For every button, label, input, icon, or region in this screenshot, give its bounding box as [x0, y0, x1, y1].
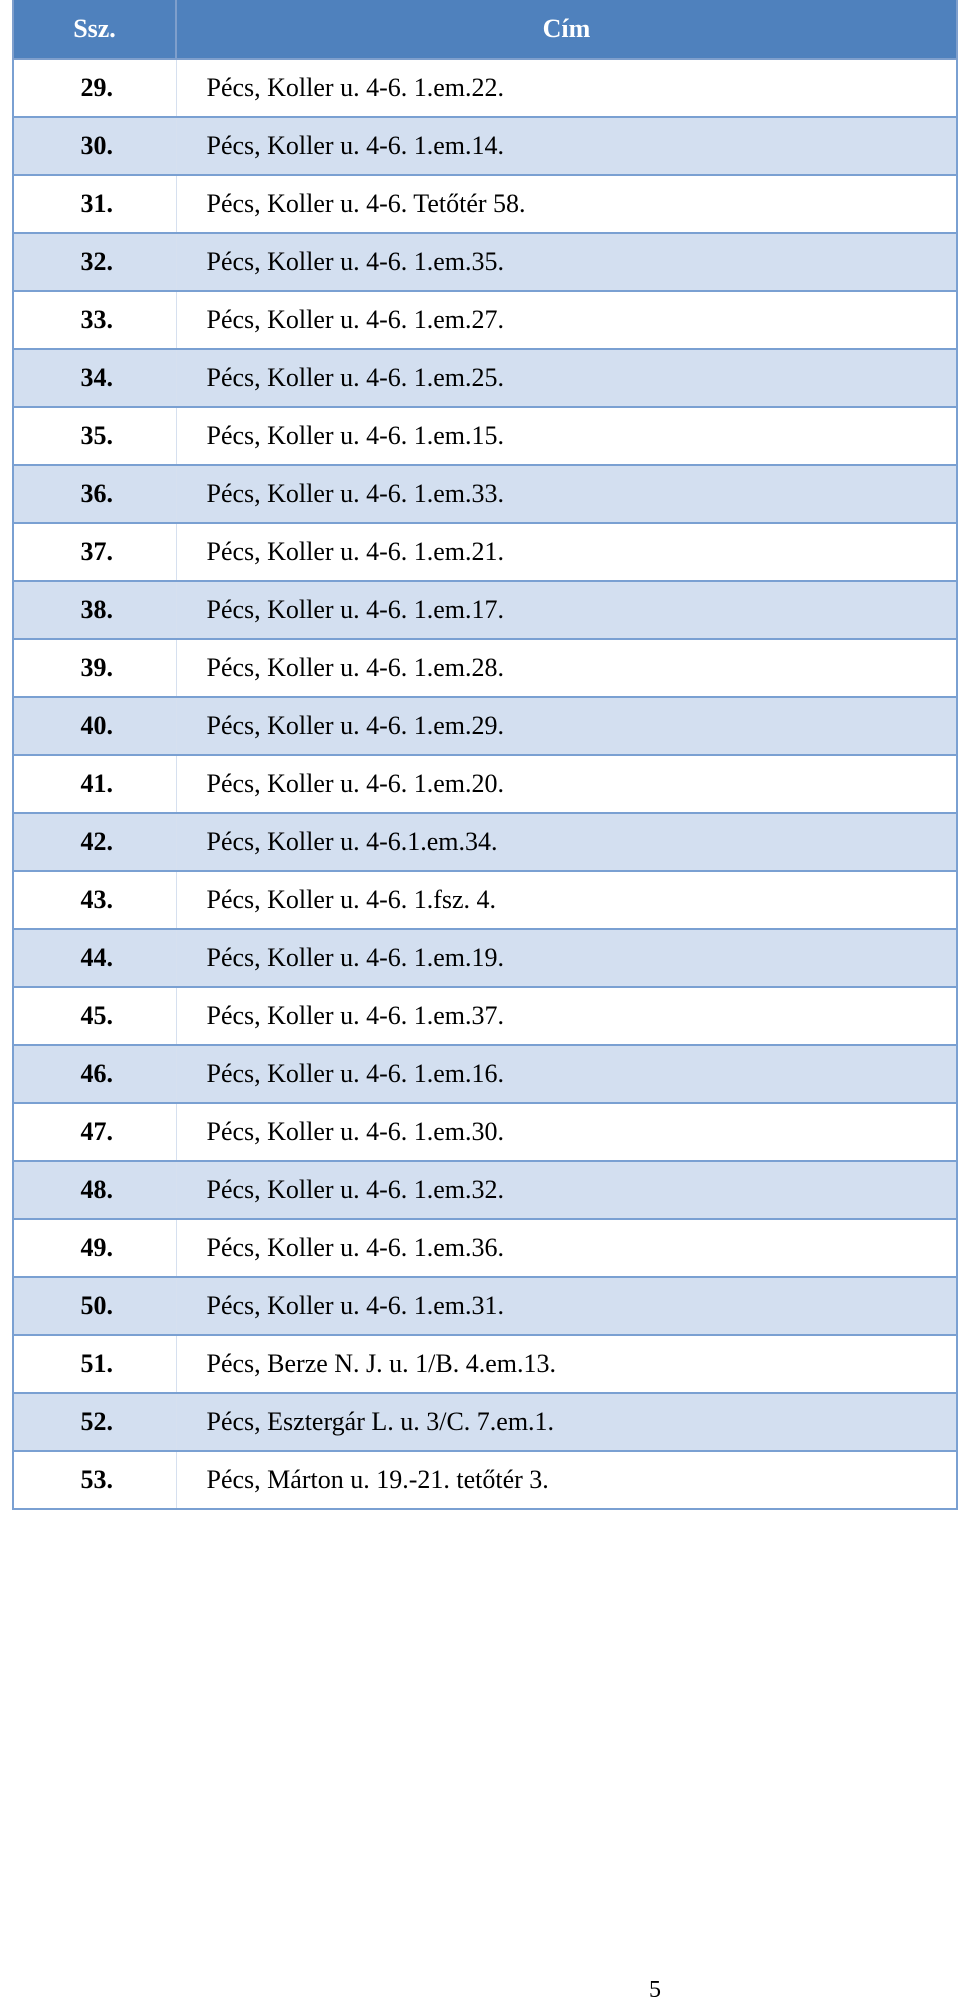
row-number-cell: 43. — [13, 871, 176, 929]
row-number-cell: 36. — [13, 465, 176, 523]
table-row — [13, 465, 957, 523]
table-row — [13, 407, 957, 465]
table-row — [13, 1103, 957, 1161]
row-address-cell: Pécs, Koller u. 4-6. 1.em.20. — [176, 755, 957, 813]
row-address-cell: Pécs, Koller u. 4-6. 1.em.19. — [176, 929, 957, 987]
row-number-cell: 34. — [13, 349, 176, 407]
row-address-cell: Pécs, Koller u. 4-6. 1.fsz. 4. — [176, 871, 957, 929]
row-address-cell: Pécs, Koller u. 4-6. 1.em.16. — [176, 1045, 957, 1103]
row-number-cell: 32. — [13, 233, 176, 291]
row-number-cell: 37. — [13, 523, 176, 581]
row-number-cell: 46. — [13, 1045, 176, 1103]
table-row — [13, 1335, 957, 1393]
row-number-cell: 45. — [13, 987, 176, 1045]
row-number-cell: 40. — [13, 697, 176, 755]
row-number-cell: 33. — [13, 291, 176, 349]
table-row — [13, 1045, 957, 1103]
row-number-cell: 29. — [13, 59, 176, 117]
row-address-cell: Pécs, Koller u. 4-6. Tetőtér 58. — [176, 175, 957, 233]
row-number-cell: 31. — [13, 175, 176, 233]
row-address-cell: Pécs, Koller u. 4-6. 1.em.35. — [176, 233, 957, 291]
row-address-cell: Pécs, Koller u. 4-6. 1.em.21. — [176, 523, 957, 581]
row-number-cell: 49. — [13, 1219, 176, 1277]
row-number-cell: 38. — [13, 581, 176, 639]
table-body — [13, 59, 957, 1509]
table-row — [13, 59, 957, 117]
row-address-cell: Pécs, Koller u. 4-6. 1.em.27. — [176, 291, 957, 349]
table-row — [13, 1451, 957, 1509]
table-row — [13, 581, 957, 639]
row-number-cell: 44. — [13, 929, 176, 987]
row-address-cell: Pécs, Koller u. 4-6. 1.em.28. — [176, 639, 957, 697]
row-address-cell: Pécs, Berze N. J. u. 1/B. 4.em.13. — [176, 1335, 957, 1393]
row-number-cell: 50. — [13, 1277, 176, 1335]
address-table-container — [12, 0, 956, 1510]
table-row — [13, 929, 957, 987]
row-address-cell: Pécs, Koller u. 4-6.1.em.34. — [176, 813, 957, 871]
table-row — [13, 1161, 957, 1219]
table-row — [13, 987, 957, 1045]
row-address-cell: Pécs, Koller u. 4-6. 1.em.29. — [176, 697, 957, 755]
row-address-cell: Pécs, Koller u. 4-6. 1.em.33. — [176, 465, 957, 523]
row-number-cell: 39. — [13, 639, 176, 697]
row-number-cell: 35. — [13, 407, 176, 465]
row-address-cell: Pécs, Koller u. 4-6. 1.em.31. — [176, 1277, 957, 1335]
row-number-cell: 52. — [13, 1393, 176, 1451]
row-address-cell: Pécs, Esztergár L. u. 3/C. 7.em.1. — [176, 1393, 957, 1451]
row-number-cell: 48. — [13, 1161, 176, 1219]
row-address-cell: Pécs, Koller u. 4-6. 1.em.15. — [176, 407, 957, 465]
row-address-cell: Pécs, Koller u. 4-6. 1.em.25. — [176, 349, 957, 407]
column-header-number: Ssz. — [13, 0, 176, 59]
table-row — [13, 697, 957, 755]
table-row — [13, 639, 957, 697]
table-row — [13, 1393, 957, 1451]
row-address-cell: Pécs, Koller u. 4-6. 1.em.17. — [176, 581, 957, 639]
row-address-cell: Pécs, Márton u. 19.-21. tetőtér 3. — [176, 1451, 957, 1509]
column-header-address: Cím — [176, 0, 957, 59]
table-row — [13, 1277, 957, 1335]
table-row — [13, 523, 957, 581]
table-header — [13, 0, 957, 59]
row-address-cell: Pécs, Koller u. 4-6. 1.em.37. — [176, 987, 957, 1045]
row-address-cell: Pécs, Koller u. 4-6. 1.em.32. — [176, 1161, 957, 1219]
page-number: 5 — [649, 1977, 661, 2003]
table-row — [13, 755, 957, 813]
row-number-cell: 47. — [13, 1103, 176, 1161]
table-row — [13, 117, 957, 175]
table-row — [13, 233, 957, 291]
row-number-cell: 41. — [13, 755, 176, 813]
row-number-cell: 30. — [13, 117, 176, 175]
table-header-row — [13, 0, 957, 59]
address-table — [12, 0, 958, 1510]
table-row — [13, 349, 957, 407]
row-address-cell: Pécs, Koller u. 4-6. 1.em.22. — [176, 59, 957, 117]
row-address-cell: Pécs, Koller u. 4-6. 1.em.30. — [176, 1103, 957, 1161]
table-row — [13, 871, 957, 929]
row-number-cell: 53. — [13, 1451, 176, 1509]
table-row — [13, 813, 957, 871]
row-number-cell: 42. — [13, 813, 176, 871]
row-number-cell: 51. — [13, 1335, 176, 1393]
row-address-cell: Pécs, Koller u. 4-6. 1.em.14. — [176, 117, 957, 175]
table-row — [13, 1219, 957, 1277]
table-row — [13, 291, 957, 349]
table-row — [13, 175, 957, 233]
row-address-cell: Pécs, Koller u. 4-6. 1.em.36. — [176, 1219, 957, 1277]
